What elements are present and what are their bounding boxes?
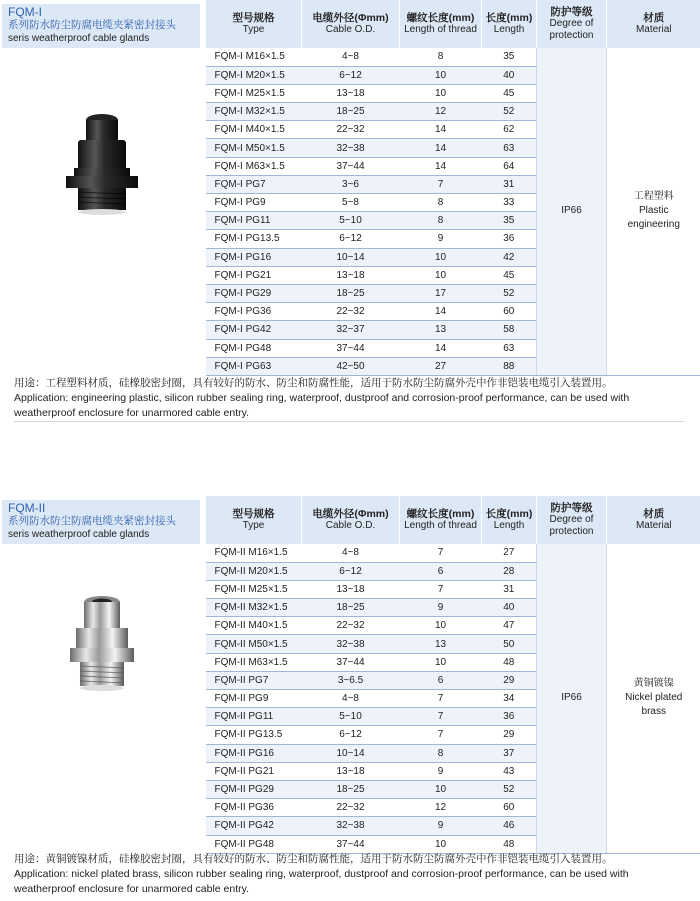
cell-cable-od: 4~8 <box>302 690 400 708</box>
cell-cable-od: 18~25 <box>302 284 400 302</box>
cell-cable-od: 3~6.5 <box>302 671 400 689</box>
cell-type: FQM-I PG29 <box>206 284 302 302</box>
cell-type: FQM-II PG48 <box>206 835 302 853</box>
cell-thread-length: 14 <box>400 303 482 321</box>
cell-cable-od: 22~32 <box>302 799 400 817</box>
cell-type: FQM-II PG7 <box>206 671 302 689</box>
cell-type: FQM-I M63×1.5 <box>206 157 302 175</box>
header-thread-length: 螺纹长度(mm) Length of thread <box>400 496 482 544</box>
cell-cable-od: 32~38 <box>302 139 400 157</box>
cell-cable-od: 3~6 <box>302 175 400 193</box>
cell-protection: IP66 <box>537 48 607 375</box>
cell-type: FQM-I M32×1.5 <box>206 103 302 121</box>
cell-length: 52 <box>482 103 537 121</box>
cell-type: FQM-I M40×1.5 <box>206 121 302 139</box>
cell-cable-od: 6~12 <box>302 562 400 580</box>
cell-type: FQM-I PG63 <box>206 357 302 375</box>
cell-length: 29 <box>482 671 537 689</box>
cell-length: 34 <box>482 690 537 708</box>
cell-thread-length: 9 <box>400 817 482 835</box>
cell-cable-od: 5~10 <box>302 708 400 726</box>
cell-cable-od: 32~38 <box>302 817 400 835</box>
cell-length: 35 <box>482 48 537 66</box>
header-material: 材质 Material <box>607 0 700 48</box>
cell-length: 88 <box>482 357 537 375</box>
cell-length: 43 <box>482 762 537 780</box>
cell-cable-od: 22~32 <box>302 303 400 321</box>
spec-table-body <box>206 48 700 375</box>
cell-cable-od: 42~50 <box>302 357 400 375</box>
cell-thread-length: 7 <box>400 708 482 726</box>
application-cn: 用途：工程塑料材质，硅橡胶密封圈，具有较好的防水、防尘和防腐性能，适用于防水防尘防腐外壳中作非铠装电缆引入装置用。 <box>14 377 613 389</box>
cell-type: FQM-II M40×1.5 <box>206 617 302 635</box>
cell-thread-length: 9 <box>400 599 482 617</box>
cell-length: 40 <box>482 66 537 84</box>
cell-thread-length: 10 <box>400 653 482 671</box>
cell-length: 45 <box>482 266 537 284</box>
cell-length: 28 <box>482 562 537 580</box>
cell-cable-od: 18~25 <box>302 103 400 121</box>
series-title-en: seris weatherproof cable glands <box>8 529 150 540</box>
cell-cable-od: 10~14 <box>302 744 400 762</box>
cell-type: FQM-I PG11 <box>206 212 302 230</box>
cell-material <box>607 48 700 375</box>
series-title-cn: 系列防水防尘防腐电缆夹紧密封接头 <box>8 19 176 31</box>
cell-cable-od: 6~12 <box>302 726 400 744</box>
cell-thread-length: 10 <box>400 266 482 284</box>
cell-thread-length: 10 <box>400 84 482 102</box>
cell-type: FQM-II M25×1.5 <box>206 580 302 598</box>
cell-length: 29 <box>482 726 537 744</box>
cell-type: FQM-II M16×1.5 <box>206 544 302 562</box>
header-length: 长度(mm) Length <box>482 0 537 48</box>
material-en: Plastic engineering <box>627 205 680 231</box>
cell-type: FQM-I PG9 <box>206 194 302 212</box>
cell-cable-od: 10~14 <box>302 248 400 266</box>
cell-cable-od: 5~8 <box>302 194 400 212</box>
cell-thread-length: 13 <box>400 321 482 339</box>
cell-cable-od: 22~32 <box>302 121 400 139</box>
cell-thread-length: 9 <box>400 762 482 780</box>
cell-cable-od: 6~12 <box>302 66 400 84</box>
header-length: 长度(mm) Length <box>482 496 537 544</box>
cell-type: FQM-II PG11 <box>206 708 302 726</box>
table-row <box>206 48 700 66</box>
application-note <box>14 852 684 897</box>
cell-type: FQM-II PG42 <box>206 817 302 835</box>
cell-length: 63 <box>482 339 537 357</box>
cell-type: FQM-I PG21 <box>206 266 302 284</box>
cell-cable-od: 13~18 <box>302 84 400 102</box>
cell-thread-length: 6 <box>400 562 482 580</box>
cell-thread-length: 7 <box>400 726 482 744</box>
application-en: Application: nickel plated brass, silicon rubber sealing ring, waterproof, dustproof and corrosion-proof performance, can be used with weatherproof enclosure for unarmored cable entry. <box>14 868 629 895</box>
cell-length: 46 <box>482 817 537 835</box>
cell-type: FQM-I PG42 <box>206 321 302 339</box>
cell-cable-od: 18~25 <box>302 780 400 798</box>
material-cn: 工程塑料 <box>633 191 674 203</box>
cell-cable-od: 4~8 <box>302 48 400 66</box>
cell-type: FQM-II PG16 <box>206 744 302 762</box>
section-fqm-i <box>0 0 700 419</box>
cell-thread-length: 7 <box>400 544 482 562</box>
cell-cable-od: 13~18 <box>302 580 400 598</box>
cell-material <box>607 544 700 853</box>
application-en: Application: engineering plastic, silicon rubber sealing ring, waterproof, dustproof and corrosion-proof performance, can be used with weatherproof enclosure for unarmored cable entry. <box>14 391 684 422</box>
cell-length: 48 <box>482 835 537 853</box>
cell-length: 58 <box>482 321 537 339</box>
cell-type: FQM-II M63×1.5 <box>206 653 302 671</box>
cell-length: 48 <box>482 653 537 671</box>
cell-length: 63 <box>482 139 537 157</box>
cell-cable-od: 37~44 <box>302 157 400 175</box>
series-title-box <box>2 4 200 48</box>
cell-length: 60 <box>482 799 537 817</box>
series-title-cn: 系列防水防尘防腐电缆夹紧密封接头 <box>8 515 176 527</box>
header-type: 型号规格 Type <box>206 496 302 544</box>
cell-thread-length: 14 <box>400 157 482 175</box>
cell-type: FQM-I PG36 <box>206 303 302 321</box>
cell-length: 52 <box>482 780 537 798</box>
cell-type: FQM-I M20×1.5 <box>206 66 302 84</box>
cell-type: FQM-I PG48 <box>206 339 302 357</box>
series-title-box <box>2 500 200 544</box>
cell-type: FQM-I PG7 <box>206 175 302 193</box>
cell-thread-length: 10 <box>400 66 482 84</box>
series-code: FQM-II <box>8 501 46 515</box>
spec-table <box>205 496 700 854</box>
cell-type: FQM-II M32×1.5 <box>206 599 302 617</box>
cell-protection: IP66 <box>537 544 607 853</box>
header-protection: 防护等级 Degree of protection <box>537 496 607 544</box>
cell-type: FQM-II PG29 <box>206 780 302 798</box>
cell-thread-length: 14 <box>400 339 482 357</box>
spec-table-body <box>206 544 700 853</box>
cell-cable-od: 37~44 <box>302 339 400 357</box>
cell-cable-od: 18~25 <box>302 599 400 617</box>
cell-length: 50 <box>482 635 537 653</box>
cell-length: 31 <box>482 175 537 193</box>
cell-type: FQM-II M20×1.5 <box>206 562 302 580</box>
series-title-en: seris weatherproof cable glands <box>8 33 150 44</box>
cell-type: FQM-II PG21 <box>206 762 302 780</box>
cell-thread-length: 8 <box>400 48 482 66</box>
cell-thread-length: 9 <box>400 230 482 248</box>
cell-length: 31 <box>482 580 537 598</box>
application-note <box>14 376 684 422</box>
cell-type: FQM-II PG9 <box>206 690 302 708</box>
cell-thread-length: 6 <box>400 671 482 689</box>
section-fqm-ii <box>0 496 700 895</box>
application-cn: 用途：黄铜镀镍材质，硅橡胶密封圈，具有较好的防水、防尘和防腐性能，适用于防水防尘防腐外壳中作非铠装电缆引入装置用。 <box>14 853 613 865</box>
cell-length: 64 <box>482 157 537 175</box>
cell-type: FQM-II PG13.5 <box>206 726 302 744</box>
table-row <box>206 544 700 562</box>
cell-thread-length: 14 <box>400 121 482 139</box>
cell-length: 60 <box>482 303 537 321</box>
spec-table <box>205 0 700 376</box>
cell-cable-od: 4~8 <box>302 544 400 562</box>
cell-cable-od: 32~38 <box>302 635 400 653</box>
material-en: Nickel plated brass <box>625 692 683 718</box>
header-thread-length: 螺纹长度(mm) Length of thread <box>400 0 482 48</box>
header-material: 材质 Material <box>607 496 700 544</box>
material-cn: 黄铜镀镍 <box>633 678 674 690</box>
header-protection: 防护等级 Degree of protection <box>537 0 607 48</box>
cell-cable-od: 37~44 <box>302 653 400 671</box>
cell-length: 42 <box>482 248 537 266</box>
cell-length: 40 <box>482 599 537 617</box>
series-code: FQM-I <box>8 5 42 19</box>
cell-thread-length: 8 <box>400 194 482 212</box>
header-cable-od: 电缆外径(Φmm) Cable O.D. <box>302 496 400 544</box>
brass-cable-gland-image <box>52 592 152 702</box>
cell-length: 62 <box>482 121 537 139</box>
cell-thread-length: 12 <box>400 799 482 817</box>
cell-cable-od: 6~12 <box>302 230 400 248</box>
cell-cable-od: 37~44 <box>302 835 400 853</box>
cell-length: 37 <box>482 744 537 762</box>
cell-type: FQM-I M16×1.5 <box>206 48 302 66</box>
cell-thread-length: 7 <box>400 580 482 598</box>
header-type: 型号规格 Type <box>206 0 302 48</box>
cell-thread-length: 8 <box>400 212 482 230</box>
cell-length: 27 <box>482 544 537 562</box>
cell-thread-length: 8 <box>400 744 482 762</box>
cell-length: 35 <box>482 212 537 230</box>
cell-cable-od: 13~18 <box>302 762 400 780</box>
cell-cable-od: 22~32 <box>302 617 400 635</box>
cell-type: FQM-I M25×1.5 <box>206 84 302 102</box>
cell-cable-od: 5~10 <box>302 212 400 230</box>
cell-length: 47 <box>482 617 537 635</box>
cell-length: 52 <box>482 284 537 302</box>
cell-thread-length: 27 <box>400 357 482 375</box>
cell-length: 33 <box>482 194 537 212</box>
cell-length: 45 <box>482 84 537 102</box>
cell-thread-length: 7 <box>400 690 482 708</box>
plastic-cable-gland-image <box>52 110 152 220</box>
cell-thread-length: 12 <box>400 103 482 121</box>
cell-thread-length: 10 <box>400 617 482 635</box>
cell-thread-length: 13 <box>400 635 482 653</box>
cell-thread-length: 14 <box>400 139 482 157</box>
cell-thread-length: 10 <box>400 248 482 266</box>
cell-cable-od: 13~18 <box>302 266 400 284</box>
cell-type: FQM-II M50×1.5 <box>206 635 302 653</box>
header-cable-od: 电缆外径(Φmm) Cable O.D. <box>302 0 400 48</box>
cell-type: FQM-I M50×1.5 <box>206 139 302 157</box>
cell-length: 36 <box>482 230 537 248</box>
cell-thread-length: 7 <box>400 175 482 193</box>
cell-type: FQM-I PG13.5 <box>206 230 302 248</box>
cell-thread-length: 17 <box>400 284 482 302</box>
cell-cable-od: 32~37 <box>302 321 400 339</box>
cell-type: FQM-I PG16 <box>206 248 302 266</box>
cell-length: 36 <box>482 708 537 726</box>
cell-thread-length: 10 <box>400 780 482 798</box>
cell-thread-length: 10 <box>400 835 482 853</box>
cell-type: FQM-II PG36 <box>206 799 302 817</box>
